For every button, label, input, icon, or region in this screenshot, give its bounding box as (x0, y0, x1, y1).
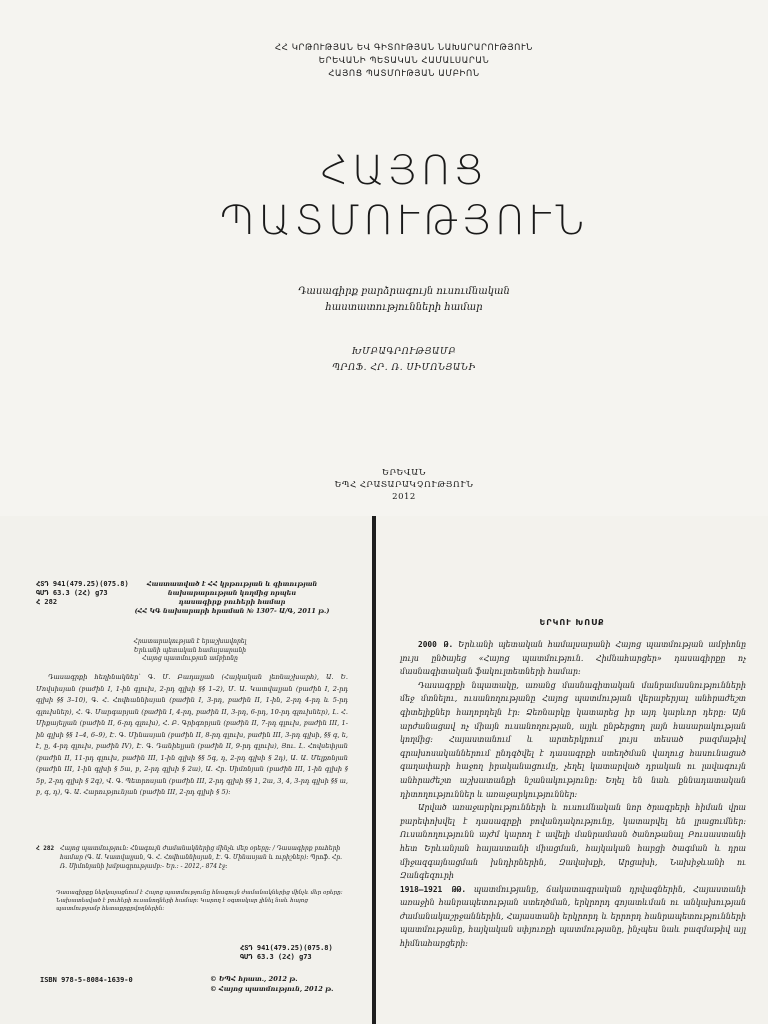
recommendation-line: Հրատարակության է երաշխավորել (133, 638, 247, 645)
preface-paragraph (400, 801, 746, 883)
udc-code-bottom: ՀՏԴ 941(479.25)(075.8) (240, 944, 333, 952)
subtitle (40, 284, 768, 316)
paragraph-lead: 2000 Թ. (418, 640, 454, 649)
publication-recommendation (80, 638, 300, 664)
paragraph-lead: 1918–1921 ԹԹ. (400, 884, 467, 894)
preface-paragraph (400, 679, 746, 801)
subtitle-line2: հաստատությունների համար (325, 302, 483, 313)
institution-line-chair: ՀԱՅՈՑ ՊԱՏՄՈՒԹՅԱՆ ԱՄԲԻՈՆ (328, 69, 480, 79)
preface-body (400, 638, 746, 951)
authors-text: Դասագրքի հեղինակներ՝ Գ. Մ. Բադալյան (Հայկական լեռնաշխարհ), Ա. Ե. Մովսիսյան (բաժին I, 1-ին գլուխ, 2-րդ գլխի §§ 1–2), Մ. Ա. Կատվալյան (բաժին I, 2-րդ գլխի §§ 3–10), Գ. Հ. Հովհաննիսյան (բաժին I, 3-րդ, բաժին II, 1-ին, 2-րդ 4-րդ և 5-րդ գլուխներ), Հ. Գ. Մարգարյան (բաժին I, 4-րդ, բաժին II, 3-րդ, 6-րդ, 10-րդ գլուխներ), Լ. Հ. Միքայելյան (բաժին II, 6-րդ գլուխ), Հ. Բ. Գրիգորյան (բաժին II, 7-րդ գլուխ, բաժին III, 1-ին գլխի §§ 1–4, 6–9), Է. Գ. Մինասյան (բաժին II, 8-րդ գլուխ, բաժին III, 3-րդ գլխի, §§ գ, ե, է, ը, 4-րդ գլուխ, բաժին IV), Է. Գ. Դանիելյան (բաժին II, 9-րդ գլուխ), Յու. Լ. Հովսեփյան (բաժին II, 11-րդ գլուխ, բաժին III, 1-ին գլխի §§ 5գ, դ, 2-րդ գլխի § 2դ), Ա. Ա. Մելքոնյան (բաժին III, 1-ին գլխի § 5ա, բ, 2-րդ գլխի § 2ա), Ա. Հր. Սիմոնյան (բաժին III, 1-ին գլխի § 5բ, 2-րդ գլխի § 2գ), Վ. Գ. Պետրոսյան (բաժին III, 2-րդ գլխի §§ 1, 2ա, 3, 4, 3-րդ գլխի §§ ա, բ, գ, դ), Գ. Ա. Հարությունյան (բաժին III, 2-րդ գլխի § 5): (36, 673, 348, 796)
approval-line: դասագիրք բուհերի համար (178, 598, 286, 606)
publication-info (40, 467, 768, 503)
recommendation-line: Հայոց պատմության ամբիոնը (142, 655, 238, 662)
bbk-code-bottom: ԳՄԴ 63.3 (2Հ) ց73 (240, 953, 312, 961)
authors-paragraph (36, 672, 348, 799)
preface-paragraph (400, 638, 746, 679)
copyright-block (210, 974, 333, 994)
copyright-title: © Հայոց պատմություն, 2012 թ. (210, 985, 334, 993)
paragraph-text: պատմությանը, ճակատագրական դրվագներին, Հայաստանի առաջին հանրապետության ստեղծման, երկրորդ գոյատևման ու անկախության ժամանակաշրջաններին, Հայաստանի երկրորդ և երրորդ հանրապետությունների պատմությանը, հայկական սփյուռքի պատմությանը, ինչպես նաև բազմաթիվ այլ հիմնահարցերի: (400, 884, 747, 949)
book-title-line2: ՊԱՏՄՈՒԹՅՈՒՆ (219, 198, 589, 244)
ministry-approval (112, 580, 352, 616)
book-title-line1: ՀԱՅՈՑ (320, 148, 488, 194)
catalog-entry (36, 845, 348, 871)
editor-name: ՊՐՈՖ. ՀՐ. Ռ. ՍԻՄՈՆՅԱՆԻ (332, 363, 476, 373)
annotation (56, 889, 348, 913)
annotation-text: Դասագիրքը ներկայացնում է Հայոց պատմությունը հնագույն ժամանակներից մինչև մեր օրերը: Նախատեսված է բուհերի ուսանողների համար: Կարող է օգտակար լինել նաև հայոց պատմությամբ հետաքրքրվողներին: (56, 890, 343, 912)
bbk-code: ԳՄԴ 63.3 (2Հ) ց73 (36, 589, 108, 597)
catalog-text: Հայոց պատմություն: Հնագույն ժամանակներից մինչև մեր օրերը: / Դասագիրք բուհերի համար (Գ. Ա. Կատվալյան, Գ. Հ. Հովհաննիսյան, Է. Գ. Մինասյան և ուրիշներ): Պրոֆ. Հր. Ռ. Սիմոնյանի խմբագրությամբ:- Եր.: - 2012,- 874 էջ: (60, 845, 343, 870)
publication-city: ԵՐԵՎԱՆ (382, 468, 426, 478)
copyright-publisher: © ԵՊՀ հրատ., 2012 թ. (210, 975, 298, 983)
paragraph-text: Արված առաջարկությունների և ուսումնական նոր ծրագրերի հիման վրա բարեփոխվել է դասագրքի բովանդակությունը, կատարվել են լրացումներ: Ուսանողությունն այժմ կարող է ավելի մանրամասն ծանոթանալ Բուսաստանի հետ Երևանյան հայաստանի միացման, հայկական հարցի ծագման և դրա միջազգայնացման խնդիրներին, Զավախքի, Արցախի, Նախիջևանի ու Զանգեզուրի (400, 803, 746, 881)
paragraph-text: Երևանի պետական համալսարանի Հայոց պատմության ամբիոնը լույս ընծայեց «Հայոց պատմություն. Հիմնահարցեր» դասագիրքը ոչ մասնագիտական ֆակուլտետների համար: (400, 640, 746, 677)
institution-block (40, 42, 768, 81)
institution-line-university: ԵՐԵՎԱՆԻ ՊԵՏԱԿԱՆ ՀԱՄԱԼՍԱՐԱՆ (318, 56, 490, 66)
editorship-label: ԽՄԲԱԳՐՈՒԹՅԱՄԲ (351, 347, 457, 357)
recommendation-line: Երևանի պետական համալսարանի (133, 646, 247, 654)
paragraph-text: Դասագրքի նպատակը, առանց մասնագիտական մանրամասնությունների մեջ մտնելու, ուսանողությանը Հայոց պատմության վերաբերյալ անհրաժեշտ գիտելիքներ հաղորդելն էր: Ձեռնարկը կատարեց իր այդ կարևոր դերը: Այն արժանացավ ոչ միայն ուսանողության, այլև ընթերցող լայն հասարակության կողմից: Հայաստանում և արտերկրում լույս տեսած բազմաթիվ գրախոսականներում ընդգծվել է դասագրքի ստեղծման վաղուց հասունացած գաղափարի հաջող իրականացումը, չեղել կատարված դրական ու լավագույն անհրաժեշտ աշխատանքի նշանակությունը: Եղել են նաև քննադատական դիտողություններ և առաջարկություններ: (400, 680, 746, 799)
institution-line-ministry: ՀՀ ԿՐԹՈՒԹՅԱՆ ԵՎ ԳԻՏՈՒԹՅԱՆ ՆԱԽԱՐԱՐՈՒԹՅՈՒՆ (275, 43, 533, 53)
preface-paragraph (400, 883, 746, 951)
preface-page (376, 516, 768, 1024)
catalog-code: Հ 282 (36, 845, 55, 852)
isbn: ISBN 978-5-8084-1639-0 (40, 976, 133, 984)
approval-order: (ՀՀ ԿԳ նախարարի հրաման № 1307- Ա/Գ, 2011 թ.) (134, 607, 330, 615)
subtitle-line1: Դասագիրք բարձրագույն ուսումնական (298, 286, 510, 297)
editorship (40, 344, 768, 376)
author-mark: Հ 282 (36, 598, 58, 606)
approval-line: Հաստատված է ՀՀ կրթության և գիտության (146, 580, 318, 588)
publication-year: 2012 (392, 492, 416, 502)
classification-codes-bottom (240, 944, 333, 962)
book-title (40, 146, 768, 246)
imprint-page (0, 516, 376, 1024)
preface-heading: ԵՐԿՈՒ ԽՈՍՔ (539, 618, 605, 627)
publisher-name: ԵՊՀ ՀՐԱՏԱՐԱԿՉՈՒԹՅՈՒՆ (334, 480, 474, 490)
approval-line: նախարարության կողմից որպես (167, 589, 297, 597)
udc-code: ՀՏԴ 941(479.25)(075.8) (36, 580, 129, 588)
